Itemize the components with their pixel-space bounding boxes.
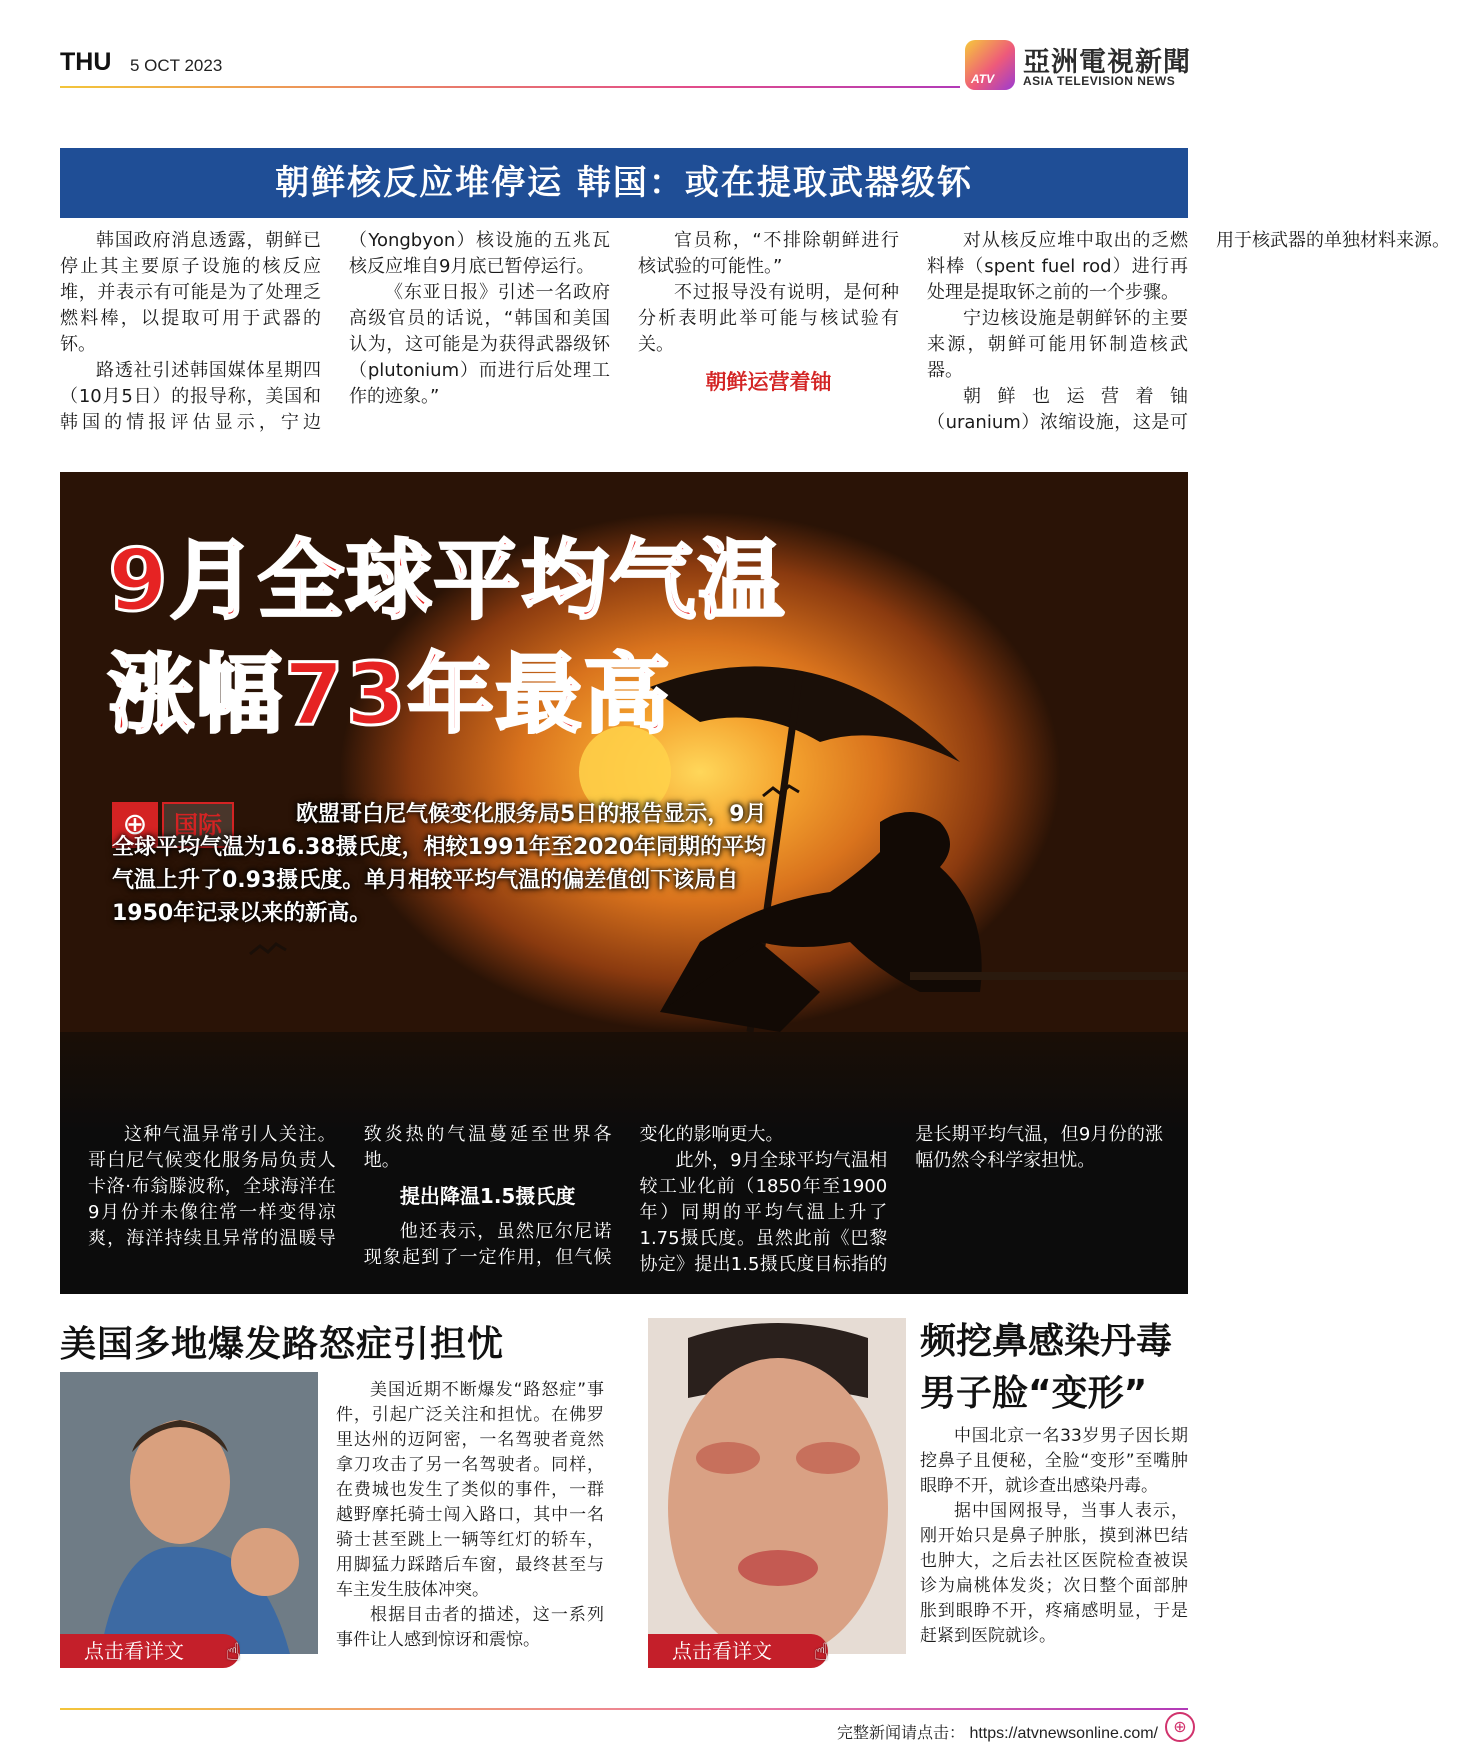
section-badge-label: 国际 [162,802,234,848]
story3-paragraph: 据中国网报导，当事人表示，刚开始只是鼻子肿胀，摸到淋巴结也肿大，之后去社区医院检查被误诊为扁桃体发炎；次日整个面部肿胀到眼睁不开，疼痛感明显，于是赶紧到医院就诊。 [920,1501,1188,1646]
globe-icon: ⊕ [112,802,158,848]
hero-story [60,472,1188,1294]
hero-title-line1: 9月全球平均气温 [108,531,786,631]
swollen-eye [796,1442,860,1474]
face [668,1358,888,1658]
story1-paragraph: 不过报导没有说明，是何种分析表明此举可能与核试验有关。 [638,282,899,355]
story1-body [60,228,1450,448]
hero-body [88,1122,1163,1282]
read-more-button[interactable]: 点击看详文 [60,1634,240,1668]
story1-paragraph: 朝鲜也运营着铀（uranium）浓缩设施，这是可用于核武器的单独材料来源。 [927,230,1450,433]
brand-name-en: ASIA TELEVISION NEWS [1023,74,1176,88]
issue-date: 5 OCT 2023 [130,56,223,75]
hero-title [108,524,786,752]
story2-title: 美国多地爆发路怒症引担忧 [60,1324,505,1365]
hero-paragraph: 此外，9月全球平均气温相较工业化前（1850年至1900年）同期的平均气温上升了1.75摄氏度。虽然此前《巴黎协定》提出1.5摄氏度目标指的是长期平均气温，但9月份的涨幅仍然令科学家担忧。 [639,1124,1163,1275]
bird [250,944,286,954]
story1-banner [60,148,1188,218]
story2-paragraph: 根据目击者的描述，这一系列事件让人感到惊讶和震惊。 [336,1605,604,1650]
story3-paragraph: 中国北京一名33岁男子因长期挖鼻子且便秘，全脸“变形”至嘴肿眼睁不开，就诊查出感染丹毒。 [920,1426,1188,1496]
swollen-face-photo [648,1318,906,1654]
story1-paragraph: 对从核反应堆中取出的乏燃料棒（spent fuel rod）进行再处理是提取钚之前的一个步骤。 [927,230,1188,303]
angry-driver-photo [60,1372,318,1654]
atv-logo-mark [965,40,1015,90]
hero-lead-text: 欧盟哥白尼气候变化服务局5日的报告显示，9月全球平均气温为16.38摄氏度，相较1991年至2020年同期的平均气温上升了0.93摄氏度。单月相较平均气温的偏差值创下该局自1950年记录以来的新高。 [112,802,767,926]
story1-subhead: 朝鲜运营着铀 [705,370,832,394]
story1-paragraph: 宁边核设施是朝鲜钚的主要来源，朝鲜可能用钚制造核武器。 [927,308,1188,381]
story2-body [336,1378,604,1653]
story2-paragraph: 美国近期不断爆发“路怒症”事件，引起广泛关注和担忧。在佛罗里达州的迈阿密，一名驾驶者竟然拿刀攻击了另一名驾驶者。同样，在费城也发生了类似的事件，一群越野摩托骑士闯入路口，其中一名骑士甚至跳上一辆等红灯的轿车，用脚猛力踩踏后车窗，最终甚至与车主发生肢体冲突。 [336,1380,604,1600]
issue-day: THU [60,48,112,76]
photo-illustration [648,1318,906,1654]
story1-paragraph: 《东亚日报》引述一名政府高级官员的话说，“韩国和美国认为，这可能是为获得武器级钚（plutonium）而进行后处理工作的迹象。” [349,282,610,407]
logo-text: ATV [971,72,995,86]
story1-title: 朝鲜核反应堆停运 韩国：或在提取武器级钚 [275,163,973,203]
story3-body [920,1424,1188,1649]
story1-paragraph: 韩国政府消息透露，朝鲜已停止其主要原子设施的核反应堆，并表示有可能是为了处理乏燃料棒，以提取可用于武器的钚。 [60,230,321,355]
swollen-lips [738,1550,818,1586]
footer-rule [60,1708,1188,1710]
brand-name-cn: 亞洲電視新聞 [1023,47,1191,78]
hero-lead [112,798,772,930]
story3-title-line1: 频挖鼻感染丹毒 [920,1321,1173,1362]
story3-title [920,1316,1190,1420]
story3-title-line2: 男子脸“变形” [920,1373,1148,1414]
atv-logo[interactable] [965,40,1205,92]
pier [910,972,1188,980]
swollen-eye [696,1442,760,1474]
hero-paragraph: 这种气温异常引人关注。哥白尼气候变化服务局负责人卡洛·布翁滕波称，全球海洋在9月份并未像往常一样变得凉爽，海洋持续且异常的温暖导致炎热的气温蔓延至世界各地。 [88,1124,612,1249]
header-rule [60,86,960,88]
page-header [60,40,1200,96]
pointer-hand-icon: ☝ [814,1638,829,1666]
fist [231,1528,299,1596]
hero-subhead: 提出降温1.5摄氏度 [399,1184,576,1208]
story1-paragraph: 路透社引述韩国媒体星期四（10月5日）的报导称，美国和韩国的情报评估显示，宁边（Yongbyon）核设施的五兆瓦核反应堆自9月底已暂停运行。 [60,230,610,433]
pointer-hand-icon: ☝ [226,1638,241,1666]
photo-illustration [60,1372,318,1654]
story1-paragraph: 官员称，“不排除朝鲜进行核试验的可能性。” [638,230,899,277]
read-more-button[interactable]: 点击看详文 [648,1634,828,1668]
globe-cursor-icon[interactable]: ⊕ [1165,1712,1195,1742]
hero-paragraph: 他还表示，虽然厄尔尼诺现象起到了一定作用，但气候变化的影响更大。 [363,1124,784,1268]
footer-link[interactable]: 完整新闻请点击： https://atvnewsonline.com/ [837,1725,1158,1742]
hero-title-line2: 涨幅73年最高 [108,645,672,745]
